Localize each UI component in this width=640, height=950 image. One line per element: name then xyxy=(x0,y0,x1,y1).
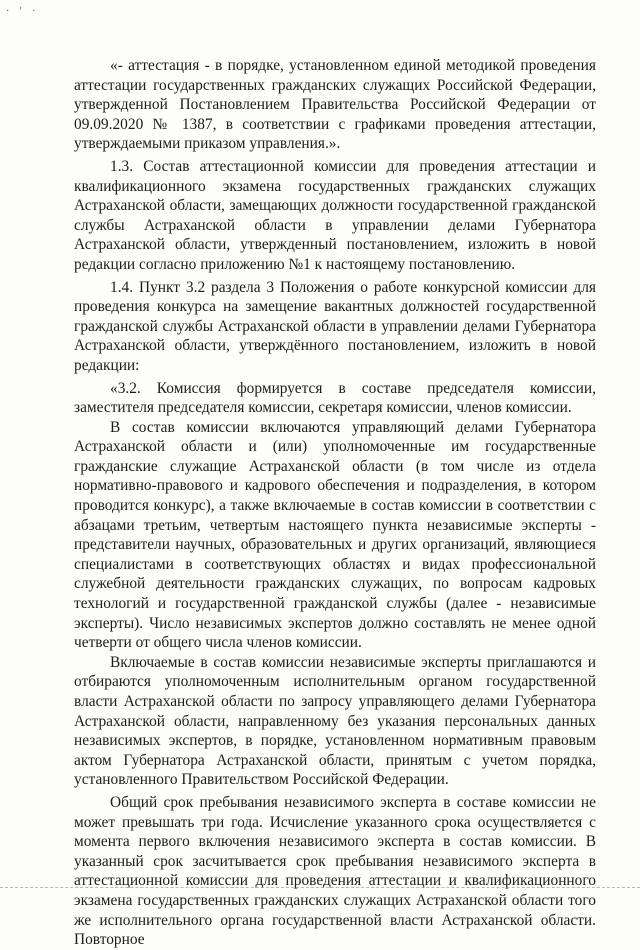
scan-bottom-edge xyxy=(0,887,640,888)
scan-artifact: · ' · xyxy=(6,6,40,17)
paragraph-expert-term: Общий срок пребывания независимого эксперта в составе комиссии не может превышать три года. Исчисление указанного срока осуществляется с момента первого включения независимого эксперта в состав комиссии. В указанный срок засчитывается срок пребывания независимого эксперта в аттестационной комиссии для проведения аттестации и квалификационного экзамена государственных гражданских служащих Астраханской области того же исполнительного органа государственной власти Астраханской области. Повторное xyxy=(74,793,596,949)
paragraph-commission-members: В состав комиссии включаются управляющий делами Губернатора Астраханской области и (или) уполномоченные им государственные гражданские служащие Астраханской области (в том числе из отдела нормативно-правового и кадрового обеспечения и подразделения, в котором проводится конкурс), а также включаемые в состав комиссии в соответствии с абзацами третьим, четвертым настоящего пункта независимые эксперты - представители научных, образовательных и других организаций, являющиеся специалистами в соответствующих областях и видах профессиональной служебной деятельности гражданских служащих, по вопросам кадровых технологий и государственной гражданской службы (далее - независимые эксперты). Число независимых экспертов должно составлять не менее одной четверти от общего числа членов комиссии. xyxy=(74,418,596,652)
document-body xyxy=(74,56,596,950)
paragraph-attestation: «- аттестация - в порядке, установленном единой методикой проведения аттестации государственных гражданских служащих Российской Федерации, утвержденной Постановлением Правительства Российской Федерации от 09.09.2020 № 1387, в соответствии с графиками проведения аттестации, утверждаемыми приказом управления.». xyxy=(74,57,596,153)
paragraph-independent-experts: Включаемые в состав комиссии независимые эксперты приглашаются и отбираются уполномоченным исполнительным органом государственной власти Астраханской области по запросу управляющего делами Губернатора Астраханской области, направленному без указания персональных данных независимых экспертов, в порядке, установленном нормативным правовым актом Губернатора Астраханской области, принятым с учетом порядка, установленного Правительством Российской Федерации. xyxy=(74,653,596,789)
paragraph-3-2: «3.2. Комиссия формируется в составе председателя комиссии, заместителя председателя комиссии, секретаря комиссии, членов комиссии. xyxy=(74,379,596,417)
paragraph-1-4: 1.4. Пункт 3.2 раздела 3 Положения о работе конкурсной комиссии для проведения конкурса на замещение вакантных должностей государственной гражданской службы Астраханской области в управлении делами Губернатора Астраханской области, утверждённого постановлением, изложить в новой редакции: xyxy=(74,278,596,374)
paragraph-1-3: 1.3. Состав аттестационной комиссии для проведения аттестации и квалификационного экзамена государственных гражданских служащих Астраханской области, замещающих должности государственной гражданской службы Астраханской области в управлении делами Губернатора Астраханской области, утвержденный постановлением, изложить в новой редакции согласно приложению №1 к настоящему постановлению. xyxy=(74,157,596,273)
